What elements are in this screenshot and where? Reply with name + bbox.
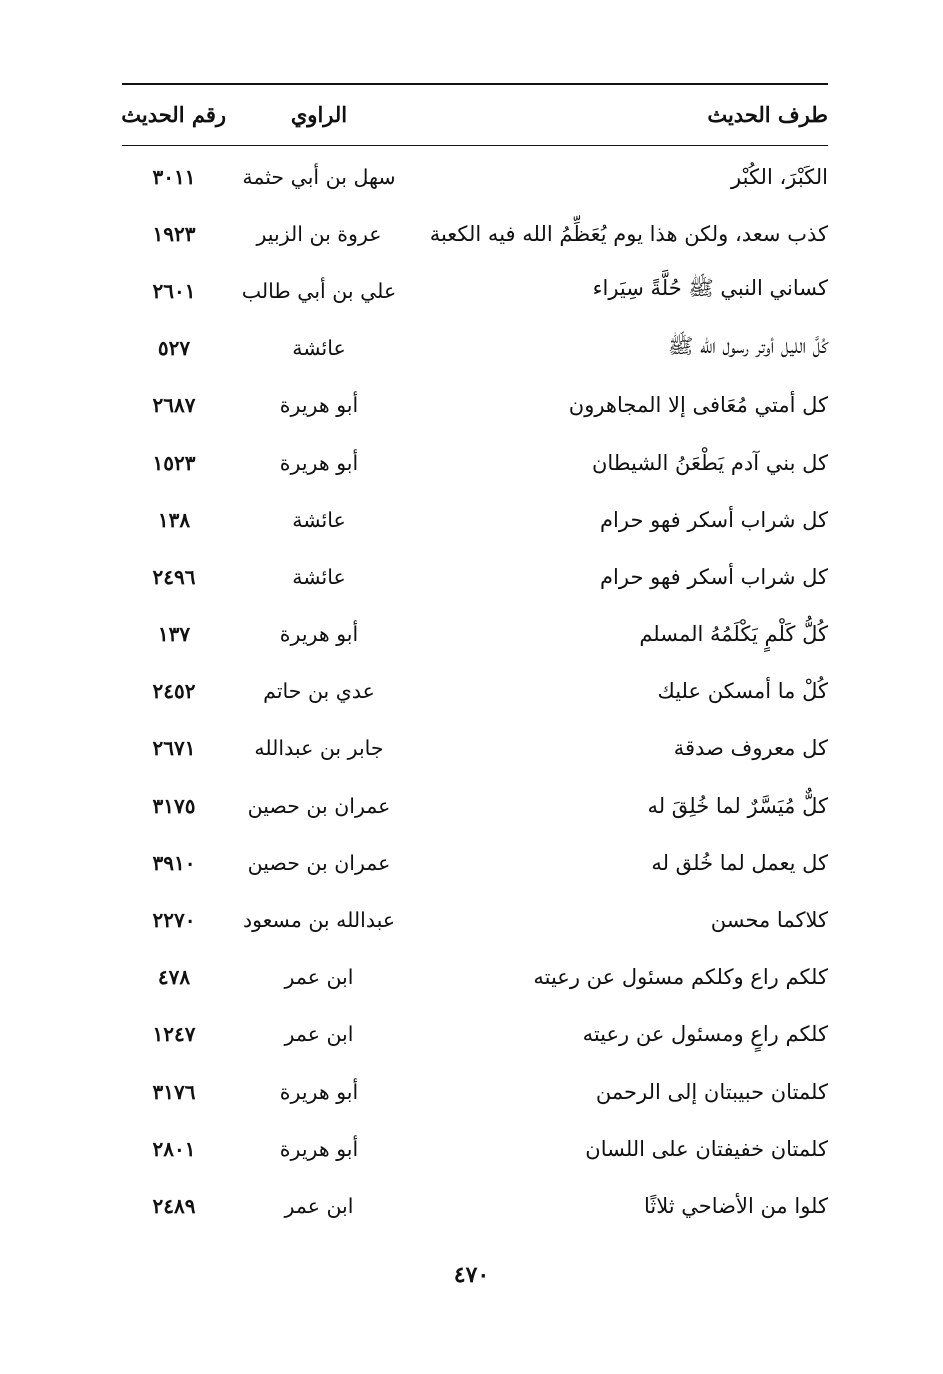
narrator-name: أبو هريرة [279, 393, 359, 418]
header-number: رقم الحديث [121, 102, 226, 127]
page-number: ٤٧٠ [453, 1262, 490, 1288]
table-row [122, 834, 828, 891]
hadith-text: كساني النبي ﷺ حُلَّةً سِيَراء [592, 276, 828, 301]
hadith-number: ٢٦٧١ [152, 736, 196, 761]
hadith-number: ١٥٢٣ [152, 450, 196, 475]
table-row [122, 262, 828, 319]
hadith-text: كُلَّ الليل أوتر رسول الله ﷺ [668, 333, 828, 358]
table-row [122, 1120, 828, 1177]
narrator-name: جابر بن عبدالله [254, 736, 384, 761]
hadith-text: كلوا من الأضاحي ثلاثًا [643, 1193, 828, 1218]
hadith-text: كلكم راعٍ ومسئول عن رعيته [582, 1022, 828, 1047]
narrator-name: أبو هريرة [279, 1136, 359, 1161]
narrator-name: سهل بن أبي حثمة [242, 164, 396, 189]
header-narrator: الراوي [290, 102, 348, 127]
table-row [122, 1006, 828, 1063]
hadith-number: ١٣٧ [157, 622, 191, 647]
table-row [122, 891, 828, 948]
narrator-name: أبو هريرة [279, 1079, 359, 1104]
hadith-index-table [122, 84, 828, 1235]
table-row [122, 777, 828, 834]
narrator-name: ابن عمر [284, 1193, 354, 1218]
hadith-text: كل معروف صدقة [673, 736, 828, 761]
header-hadith: طرف الحديث [707, 102, 828, 127]
table-body [122, 148, 828, 1235]
hadith-text: كلمتان حبيبتان إلى الرحمن [595, 1079, 828, 1104]
narrator-name: عبدالله بن مسعود [242, 908, 396, 933]
table-row [122, 720, 828, 777]
narrator-name: عائشة [292, 507, 346, 532]
table-row [122, 320, 828, 377]
table-row [122, 148, 828, 205]
narrator-name: علي بن أبي طالب [241, 278, 397, 303]
hadith-text: كُلُّ كَلْمٍ يَكْلَمُهُ المسلم [639, 622, 828, 647]
hadith-text: كل بني آدم يَطْعَنُ الشيطان [591, 450, 828, 475]
hadith-number: ٤٧٨ [157, 965, 191, 990]
hadith-number: ٢٤٩٦ [152, 564, 196, 589]
hadith-text: الكَبْرَ، الكُبْر [731, 164, 828, 189]
table-header-row [122, 84, 828, 145]
hadith-number: ١٣٨ [157, 507, 191, 532]
narrator-name: عروة بن الزبير [256, 221, 382, 246]
hadith-number: ٣١٧٥ [152, 793, 196, 818]
hadith-number: ٣١٧٦ [152, 1079, 196, 1104]
narrator-name: أبو هريرة [279, 450, 359, 475]
hadith-text: كُلْ ما أمسكن عليك [657, 679, 828, 704]
table-row [122, 434, 828, 491]
table-row [122, 949, 828, 1006]
narrator-name: عدي بن حاتم [263, 679, 375, 704]
hadith-text: كلٌّ مُيَسَّرٌ لما خُلِقَ له [647, 793, 828, 818]
hadith-text: كلاكما محسن [710, 908, 828, 933]
hadith-number: ٢٤٥٢ [152, 679, 196, 704]
narrator-name: ابن عمر [284, 1022, 354, 1047]
narrator-name: عائشة [292, 336, 346, 361]
table-row [122, 205, 828, 262]
table-row [122, 548, 828, 605]
table-row [122, 606, 828, 663]
hadith-number: ١٩٢٣ [152, 221, 196, 246]
hadith-text: كل أمتي مُعَافى إلا المجاهرون [568, 393, 828, 418]
hadith-text: كلكم راع وكلكم مسئول عن رعيته [533, 965, 828, 990]
table-row [122, 377, 828, 434]
hadith-text: كل يعمل لما خُلق له [651, 850, 828, 875]
hadith-text: كل شراب أسكر فهو حرام [600, 564, 828, 589]
table-row [122, 1177, 828, 1234]
hadith-number: ٢٢٧٠ [152, 908, 196, 933]
hadith-number: ٢٦٠١ [152, 278, 196, 303]
hadith-text: كذب سعد، ولكن هذا يوم يُعَظِّمُ الله فيه الكعبة [429, 221, 828, 246]
hadith-number: ٥٢٧ [157, 336, 191, 361]
narrator-name: عمران بن حصين [247, 793, 391, 818]
table-row [122, 1063, 828, 1120]
hadith-number: ٣٩١٠ [152, 850, 196, 875]
hadith-number: ٣٠١١ [152, 164, 196, 189]
table-row [122, 663, 828, 720]
hadith-text: كل شراب أسكر فهو حرام [600, 507, 828, 532]
narrator-name: ابن عمر [284, 965, 354, 990]
narrator-name: عائشة [292, 564, 346, 589]
narrator-name: عمران بن حصين [247, 850, 391, 875]
hadith-number: ١٢٤٧ [152, 1022, 196, 1047]
narrator-name: أبو هريرة [279, 622, 359, 647]
hadith-text: كلمتان خفيفتان على اللسان [585, 1136, 828, 1161]
table-row [122, 491, 828, 548]
hadith-number: ٢٤٨٩ [152, 1193, 196, 1218]
hadith-number: ٢٦٨٧ [152, 393, 196, 418]
hadith-number: ٢٨٠١ [152, 1136, 196, 1161]
